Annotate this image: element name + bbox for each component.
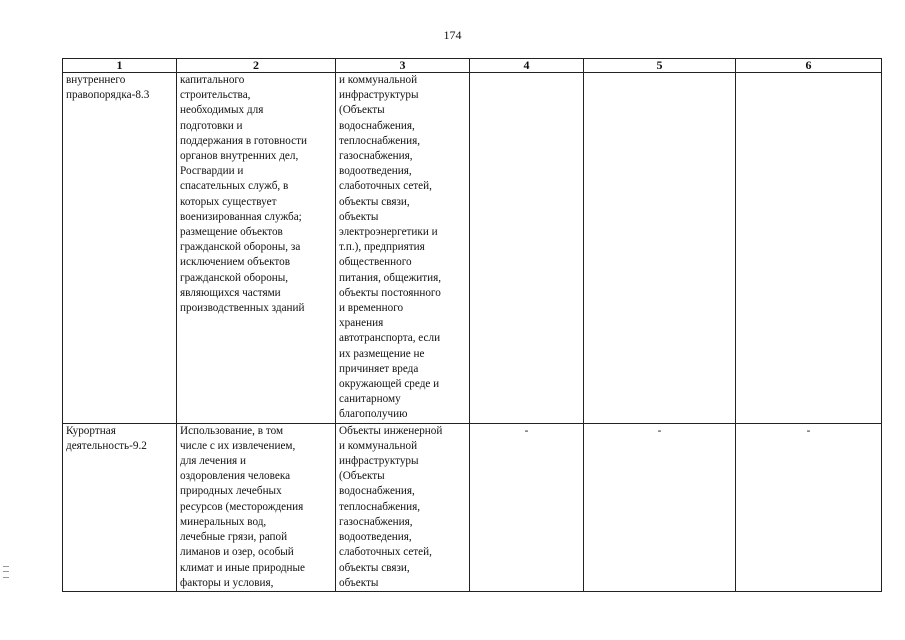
cell-text-line: числе с их извлечением, <box>180 439 296 452</box>
cell-text-line: внутреннего <box>66 74 126 86</box>
cell-text-line: и коммунальной <box>339 74 418 86</box>
cell-text-line: теплоснабжения, <box>339 134 421 147</box>
cell-text-line: правопорядка-8.3 <box>66 89 150 102</box>
cell-text-line: спасательных служб, в <box>180 180 289 193</box>
cell-text-line: лечебные грязи, рапой <box>180 531 288 544</box>
header-col-1: 1 <box>63 59 177 73</box>
cell-text-line: гражданской обороны, <box>180 271 289 284</box>
cell-text-line: объекты <box>339 210 379 223</box>
cell-text-line: органов внутренних дел, <box>180 150 299 163</box>
row-1-col-1 <box>63 73 177 424</box>
cell-text-line: электроэнергетики и <box>339 226 438 239</box>
cell-text-line: водоснабжения, <box>339 485 415 498</box>
row-2-col-4: - <box>470 423 584 591</box>
cell-text-line: причиняет вреда <box>339 362 419 375</box>
header-col-3: 3 <box>336 59 470 73</box>
cell-text-line: общественного <box>339 256 412 269</box>
cell-text-line: теплоснабжения, <box>339 500 421 513</box>
header-col-5: 5 <box>584 59 736 73</box>
cell-text-line: объекты связи, <box>339 195 410 208</box>
cell-text-line: деятельность-9.2 <box>66 439 147 452</box>
header-col-2: 2 <box>177 59 336 73</box>
cell-text-line: капитального <box>180 74 245 86</box>
cell-text-line: и временного <box>339 302 404 315</box>
cell-text-line: климат и иные природные <box>180 561 306 574</box>
cell-text-line: которых существует <box>180 195 277 208</box>
cell-text-line: газоснабжения, <box>339 150 413 163</box>
table-row <box>63 423 882 591</box>
cell-text-line: инфраструктуры <box>339 455 419 468</box>
row-1-col-2 <box>177 73 336 424</box>
regulations-table <box>62 58 882 592</box>
cell-text-line: строительства, <box>180 89 251 102</box>
cell-text-line: ресурсов (месторождения <box>180 500 304 513</box>
cell-text-line: автотранспорта, если <box>339 332 441 345</box>
cell-text-line: Росгвардии и <box>180 165 244 178</box>
cell-text-line: газоснабжения, <box>339 515 413 528</box>
cell-text-line: водоотведения, <box>339 165 412 178</box>
page-number: 174 <box>443 28 462 42</box>
cell-text-line: Объекты инженерной <box>339 424 443 437</box>
cell-text-line: водоотведения, <box>339 531 412 544</box>
cell-text-line: их размещение не <box>339 347 425 360</box>
cell-text-line: санитарному <box>339 393 401 406</box>
cell-text-line: лиманов и озер, особый <box>180 546 294 559</box>
cell-text-line: объекты связи, <box>339 561 410 574</box>
regulations-table-container <box>62 58 882 592</box>
cell-text-line: производственных зданий <box>180 302 305 315</box>
cell-text-line: слаботочных сетей, <box>339 180 432 193</box>
header-row <box>63 59 882 73</box>
cell-text-line: (Объекты <box>339 104 385 117</box>
row-1-col-4 <box>470 73 584 424</box>
row-2-col-5: - <box>584 423 736 591</box>
cell-text-line: оздоровления человека <box>180 470 291 483</box>
row-1-col-3 <box>336 73 470 424</box>
cell-text-line: гражданской обороны, за <box>180 241 301 254</box>
cell-text-line: размещение объектов <box>180 226 283 239</box>
row-2-col-1 <box>63 423 177 591</box>
cell-text-line: необходимых для <box>180 104 264 117</box>
cell-text-line: водоснабжения, <box>339 119 415 132</box>
header-col-6: 6 <box>736 59 882 73</box>
cell-text-line: и коммунальной <box>339 439 418 452</box>
cell-text-line: исключением объектов <box>180 256 290 269</box>
cell-text-line: слаботочных сетей, <box>339 546 432 559</box>
cell-text-line: минеральных вод, <box>180 515 267 528</box>
cell-text-line: т.п.), предприятия <box>339 241 425 254</box>
row-1-col-5 <box>584 73 736 424</box>
cell-text-line: для лечения и <box>180 455 246 468</box>
row-2-col-3 <box>336 423 470 591</box>
table-row <box>63 73 882 424</box>
cell-text-line: Курортная <box>66 424 116 437</box>
cell-text-line: подготовки и <box>180 119 243 132</box>
cell-text-line: поддержания в готовности <box>180 134 307 147</box>
cell-text-line: хранения <box>339 317 384 330</box>
cell-text-line: инфраструктуры <box>339 89 419 102</box>
row-2-col-2 <box>177 423 336 591</box>
cell-text-line: объекты постоянного <box>339 286 441 299</box>
cell-text-line: (Объекты <box>339 470 385 483</box>
cell-text-line: питания, общежития, <box>339 271 442 284</box>
row-2-col-6: - <box>736 423 882 591</box>
cell-text-line: факторы и условия, <box>180 576 274 589</box>
row-1-col-6 <box>736 73 882 424</box>
cell-text-line: являющихся частями <box>180 286 281 299</box>
cell-text-line: военизированная служба; <box>180 210 302 223</box>
cell-text-line: окружающей среде и <box>339 378 440 391</box>
header-col-4: 4 <box>470 59 584 73</box>
cell-text-line: объекты <box>339 576 379 589</box>
cell-text-line: Использование, в том <box>180 424 284 437</box>
cell-text-line: природных лечебных <box>180 485 282 498</box>
scan-edge-mark <box>3 566 9 578</box>
cell-text-line: благополучию <box>339 408 408 421</box>
